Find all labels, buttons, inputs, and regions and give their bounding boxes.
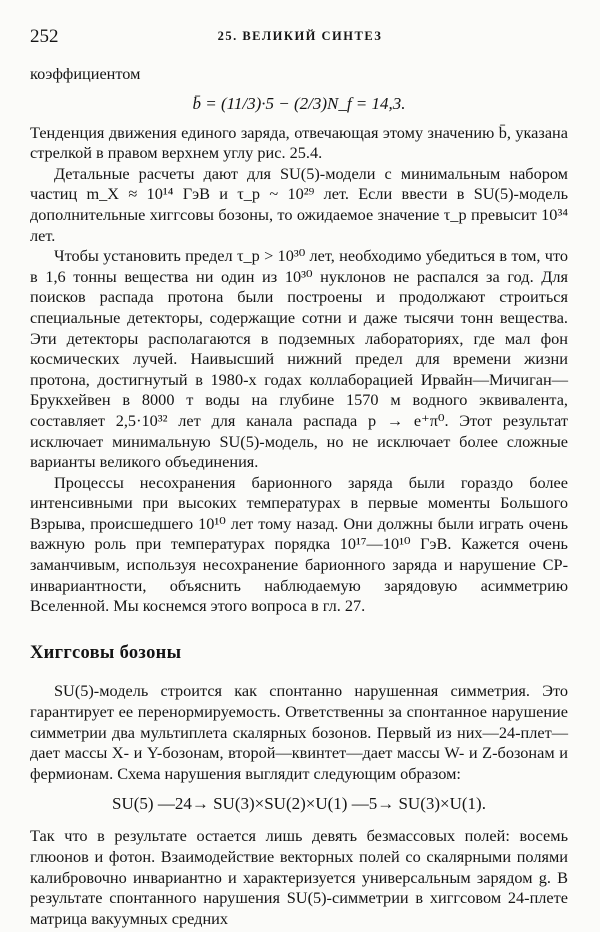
intro-word: коэффициентом [30,64,141,83]
paragraph-3: Чтобы установить предел τ_p > 10³⁰ лет, необходимо убедиться в том, что в 1,6 тонны вещества ни один из 10³⁰ нуклонов не распался за год. Для поисков распада протона были построены и продолжают строиться специальные детекторы, содержащие сотни и даже тысячи тонн вещества. Эти детекторы располагаются в подземных лабораториях, где мал фон космических лучей. Наивысший нижний предел для времени жизни протона, достигнутый в 1980-х годах коллаборацией Ирвайн—Мичиган—Брукхейвен в 8000 т воды на глубине 1570 м водного эквивалента, составляет 2,5·10³² лет для канала распада p → e⁺π⁰. Этот результат исключает минимальную SU(5)-модель, но не исключает более сложные варианты великого объединения. [30,246,568,472]
section-title: Хиггсовы бозоны [30,642,182,663]
paragraph-5: SU(5)-модель строится как спонтанно нарушенная симметрия. Это гарантирует ее перенормируемость. Ответственны за спонтанное нарушение симметрии два мультиплета скалярных бозонов. Первый из них—24-плет—дает массы X- и Y-бозонам, второй—квинтет—дает массы W- и Z-бозонам и фермионам. Схема нарушения выглядит следующим образом: [30,681,568,783]
paragraph-6: Так что в результате остается лишь девять безмассовых полей: восемь глюонов и фотон. Взаимодействие векторных полей со скалярными полями калибровочно инвариантно и характеризуется универсальным зарядом g. В результате спонтанного нарушения SU(5)-симметрии в хиггсовом 24-плете матрица вакуумных средних [30,826,568,928]
formula-breaking: SU(5) —24→ SU(3)×SU(2)×U(1) —5→ SU(3)×U(1). [112,794,486,814]
running-head: 25. ВЕЛИКИЙ СИНТЕЗ [217,29,383,43]
formula-b: b̄ = (11/3)·5 − (2/3)N_f = 14,3. [192,93,406,113]
page-number: 252 [30,26,59,47]
paragraph-2: Детальные расчеты дают для SU(5)-модели с минимальным набором частиц m_X ≈ 10¹⁴ ГэВ и τ_p ~ 10²⁹ лет. Если ввести в SU(5)-модель дополнительные хиггсовы бозоны, то ожидаемое значение τ_p превысит 10³⁴ лет. [30,163,568,245]
paragraph-1: Тенденция движения единого заряда, отвечающая этому значению b̄, указана стрелкой в правом верхнем углу рис. 25.4. [30,122,568,163]
page-body [30,64,568,929]
page-header [30,26,570,48]
paragraph-4: Процессы несохранения барионного заряда были гораздо более интенсивными при высоких температурах в первые моменты Большого Взрыва, происшедшего 10¹⁰ лет тому назад. Они должны были играть очень важную роль при температурах порядка 10¹⁷—10¹⁰ ГэВ. Кажется очень заманчивым, используя несохранение барионного заряда и нарушение CP-инвариантности, объяснить наблюдаемую зарядовую асимметрию Вселенной. Мы коснемся этого вопроса в гл. 27. [30,472,568,616]
